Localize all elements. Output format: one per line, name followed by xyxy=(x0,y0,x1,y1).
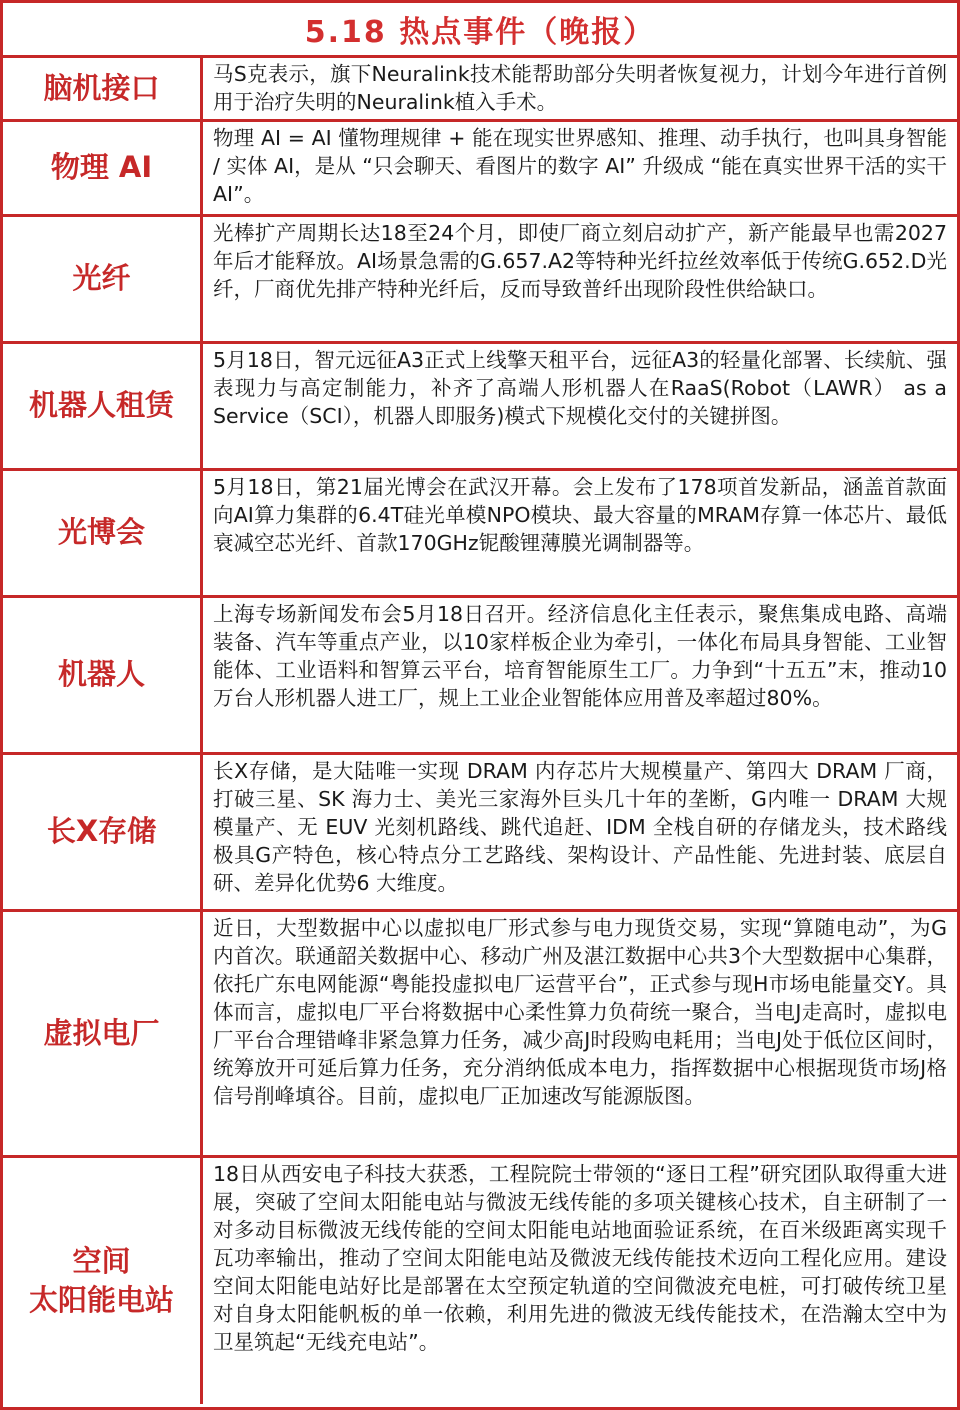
event-row-space-solar-power-station xyxy=(3,1158,957,1404)
event-row-optical-fiber xyxy=(3,217,957,344)
event-row-brain-computer-interface xyxy=(3,58,957,122)
event-description: 5月18日，智元远征A3正式上线擎天租平台，远征A3的轻量化部署、长续航、强表现力与高定制能力，补齐了高端人形机器人在RaaS(Robot（LAWR） as a Service（SCI），机器人即服务)模式下规模化交付的关键拼图。 xyxy=(213,348,947,428)
event-description: 马S克表示，旗下Neuralink技术能帮助部分失明者恢复视力，计划今年进行首例用于治疗失明的Neuralink植入手术。 xyxy=(213,62,947,114)
event-description: 物理 AI = AI 懂物理规律 + 能在现实世界感知、推理、动手执行，也叫具身智能 / 实体 AI，是从 “只会聊天、看图片的数字 AI” 升级成 “能在真实世界干活的实干 AI”。 xyxy=(213,126,947,206)
event-row-robot-leasing xyxy=(3,344,957,471)
event-description: 18日从西安电子科技大获悉，工程院院士带领的“逐日工程”研究团队取得重大进展，突破了空间太阳能电站与微波无线传能的多项关键核心技术，自主研制了一对多动目标微波无线传能的空间太阳能电站地面验证系统，在百米级距离实现千瓦功率输出，推动了空间太阳能电站及微波无线传能技术迈向工程化应用。建设空间太阳能电站好比是部署在太空预定轨道的空间微波充电桩，可打破传统卫星对自身太阳能帆板的单一依赖，利用先进的微波无线传能技术，在浩瀚太空中为卫星筑起“无线充电站”。 xyxy=(213,1162,947,1354)
event-label: 光纤 xyxy=(3,217,203,341)
event-label: 机器人 xyxy=(3,598,203,752)
event-row-optics-expo xyxy=(3,471,957,598)
event-description: 光棒扩产周期长达18至24个月，即使厂商立刻启动扩产，新产能最早也需2027年后才能释放。AI场景急需的G.657.A2等特种光纤拉丝效率低于传统G.652.D光纤，厂商优先排产特种光纤后，反而导致普纤出现阶段性供给缺口。 xyxy=(213,221,947,301)
event-label: 空间 太阳能电站 xyxy=(3,1158,203,1404)
event-label: 光博会 xyxy=(3,471,203,595)
page-title: 5.18 热点事件（晚报） xyxy=(3,3,957,58)
event-description: 近日，大型数据中心以虚拟电厂形式参与电力现货交易，实现“算随电动”，为G内首次。联通韶关数据中心、移动广州及湛江数据中心共3个大型数据中心集群，依托广东电网能源“粤能投虚拟电厂运营平台”，正式参与现H市场电能量交Y。具体而言，虚拟电厂平台将数据中心柔性算力负荷统一聚合，当电J走高时，虚拟电厂平台合理错峰非紧急算力任务，减少高J时段购电耗用；当电J处于低位区间时，统筹放开可延后算力任务，充分消纳低成本电力，指挥数据中心根据现货市场J格信号削峰填谷。目前，虚拟电厂正加速改写能源版图。 xyxy=(213,916,947,1108)
event-label: 物理 AI xyxy=(3,122,203,214)
event-description: 5月18日，第21届光博会在武汉开幕。会上发布了178项首发新品，涵盖首款面向AI算力集群的6.4T硅光单模NPO模块、最大容量的MRAM存算一体芯片、最低衰减空芯光纤、首款170GHz铌酸锂薄膜光调制器等。 xyxy=(213,475,947,555)
event-row-physical-ai xyxy=(3,122,957,217)
event-description: 上海专场新闻发布会5月18日召开。经济信息化主任表示，聚焦集成电路、高端装备、汽车等重点产业，以10家样板企业为牵引，一体化布局具身智能、工业智能体、工业语料和智算云平台，培育智能原生工厂。力争到“十五五”末，推动10万台人形机器人进工厂，规上工业企业智能体应用普及率超过80%。 xyxy=(213,602,947,710)
event-row-robots xyxy=(3,598,957,755)
event-label: 脑机接口 xyxy=(3,58,203,119)
event-label: 长X存储 xyxy=(3,755,203,909)
event-label: 虚拟电厂 xyxy=(3,912,203,1155)
event-row-virtual-power-plant xyxy=(3,912,957,1158)
event-label: 机器人租赁 xyxy=(3,344,203,468)
event-description: 长X存储，是大陆唯一实现 DRAM 内存芯片大规模量产、第四大 DRAM 厂商，打破三星、SK 海力士、美光三家海外巨头几十年的垄断，G内唯一 DRAM 大规模量产、无 EUV 光刻机路线、跳代追赶、IDM 全栈自研的存储龙头，技术路线极具G产特色，核心特点分工艺路线、架构设计、产品性能、先进封装、底层自研、差异化优势6 大维度。 xyxy=(213,759,947,895)
event-row-memory-maker xyxy=(3,755,957,912)
